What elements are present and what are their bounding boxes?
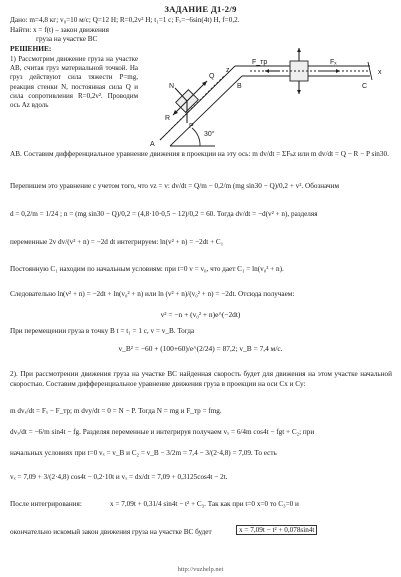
solution-paragraph-4: d = 0,2/m = 1/24 ; n = (mg sin30 − Q)/0,2 = (4,8·10·0,5 − 12)/0,2 = 60. Тогда dv/dt = −d(v² + n), разделяя bbox=[10, 210, 318, 218]
label-z: z bbox=[226, 67, 230, 74]
solution-paragraph-10: m dvₓ/dt = Fₓ − F_тр; m dvy/dt = 0 = N − P. Тогда N = mg и F_тр = fmg. bbox=[10, 407, 222, 415]
source-url[interactable]: http://vuzhelp.net bbox=[177, 566, 224, 573]
label-r: R bbox=[165, 115, 171, 122]
normal-arrowhead bbox=[297, 48, 301, 52]
solution-paragraph-9: 2). При рассмотрении движения груза на участке ВС найденная скорость будет для движения на этом участке начальной скоростью. Составим дифференциальное уравнение движения груза в проекции на оси Cx и Cy: bbox=[10, 370, 392, 388]
label-c: C bbox=[362, 83, 368, 90]
end-hatch bbox=[368, 62, 372, 80]
label-q: Q bbox=[209, 73, 215, 80]
label-fx: Fₓ bbox=[330, 59, 337, 66]
label-angle: 30° bbox=[204, 131, 215, 138]
fx-arrowhead bbox=[336, 69, 340, 73]
final-law-formula: x = 7,09t − t² + 0,078sin4t bbox=[236, 525, 317, 535]
solution-paragraph-8: При перемещении груза в точку В t = t₁ = 1 с, v = v_B. Тогда bbox=[10, 327, 195, 335]
solution-paragraph-13: vₓ = 7,09 + 3/(2·4,8) cos4t − 0,2·10t и vₓ = dx/dt = 7,09 + 0,3125cos4t − 2t. bbox=[10, 473, 228, 481]
solution-paragraph-1: 1) Рассмотрим движение груза на участке АВ, считая груз материальной точкой. На груз действуют сила тяжести P=mg, реакция стенки N, постоянная сила Q и сила сопротивления R=0,2v². Проводим ось Az вдоль bbox=[10, 55, 138, 110]
find-line-2: груза на участке ВС bbox=[36, 35, 98, 43]
formula-vb: v_B² = −60 + (100+60)/e^(2/24) = 87,2; v_B = 7,4 м/с. bbox=[118, 344, 283, 353]
after-integration-formula: x = 7,09t + 0,31/4 sin4t − t² + C₃. Так как при t=0 x=0 то C₃=0 и bbox=[110, 500, 299, 508]
solution-paragraph-6: Постоянную C₁ находим по начальным условиям: при t=0 v = v₀, что дает C₁ = ln(v₀² + n). bbox=[10, 265, 284, 273]
solution-paragraph-2: АВ. Составим дифференциальное уравнение движения в проекции на эту ось: m dv/dt = ΣFₖz или m dv/dt = Q − R − P sin30. bbox=[10, 150, 389, 158]
final-law-label: окончательно искомый закон движения груза на участке ВС будет bbox=[10, 528, 212, 536]
weight-arrowhead bbox=[297, 90, 301, 94]
label-ftr: F_тр bbox=[252, 59, 268, 66]
final-law-box bbox=[236, 526, 317, 535]
label-x: x bbox=[378, 69, 382, 76]
given-line: Дано: m=4,8 кг; v₀=10 м/с; Q=12 Н; R=0,2v² Н; t₁=1 с; Fₓ=−6sin(4t) Н, f=0,2. bbox=[10, 16, 240, 24]
solution-paragraph-11: dvₓ/dt = −6/m sin4t − fg. Разделяя переменные и интегрируя получаем vₓ = 6/4m cos4t − fgt + C₂; при bbox=[10, 428, 315, 436]
solution-heading: РЕШЕНИЕ: bbox=[10, 44, 52, 53]
solution-paragraph-12: начальных условиях при t=0 vₓ = v_B и C₂ = v_B − 3/2m = 7,4 − 3/(2·4,8) = 7,09. То есть bbox=[10, 449, 277, 457]
solution-paragraph-5: переменные 2v dv/(v² + n) = −2d dt интегрируем: ln(v² + n) = −2dt + C₁ bbox=[10, 238, 224, 246]
find-line: Найти: x = f(t) – закон движения bbox=[10, 26, 109, 34]
label-p: P bbox=[189, 123, 194, 130]
after-integration-label: После интегрирования: bbox=[10, 500, 82, 508]
label-b: B bbox=[237, 83, 242, 90]
solution-paragraph-3: Перепишем это уравнение с учетом того, что vz = v: dv/dt = Q/m − 0,2/m (mg sin30 − Q)/0,2 + v². Обозначим bbox=[10, 182, 340, 190]
formula-velocity: v² = −n + (v₀² + n)e^(−2dt) bbox=[160, 310, 241, 319]
friction-arrowhead bbox=[265, 69, 269, 73]
solution-paragraph-7: Следовательно ln(v² + n) = −2dt + ln(v₀² + n) или ln (v² + n)/(v₀² + n) = −2dt. Отсюда получаем: bbox=[10, 290, 295, 298]
page-title: ЗАДАНИЕ Д1-2/9 bbox=[164, 4, 237, 14]
label-a: A bbox=[150, 141, 155, 148]
label-n: N bbox=[169, 83, 175, 90]
angle-arc bbox=[192, 128, 200, 146]
mechanics-figure bbox=[140, 48, 395, 148]
